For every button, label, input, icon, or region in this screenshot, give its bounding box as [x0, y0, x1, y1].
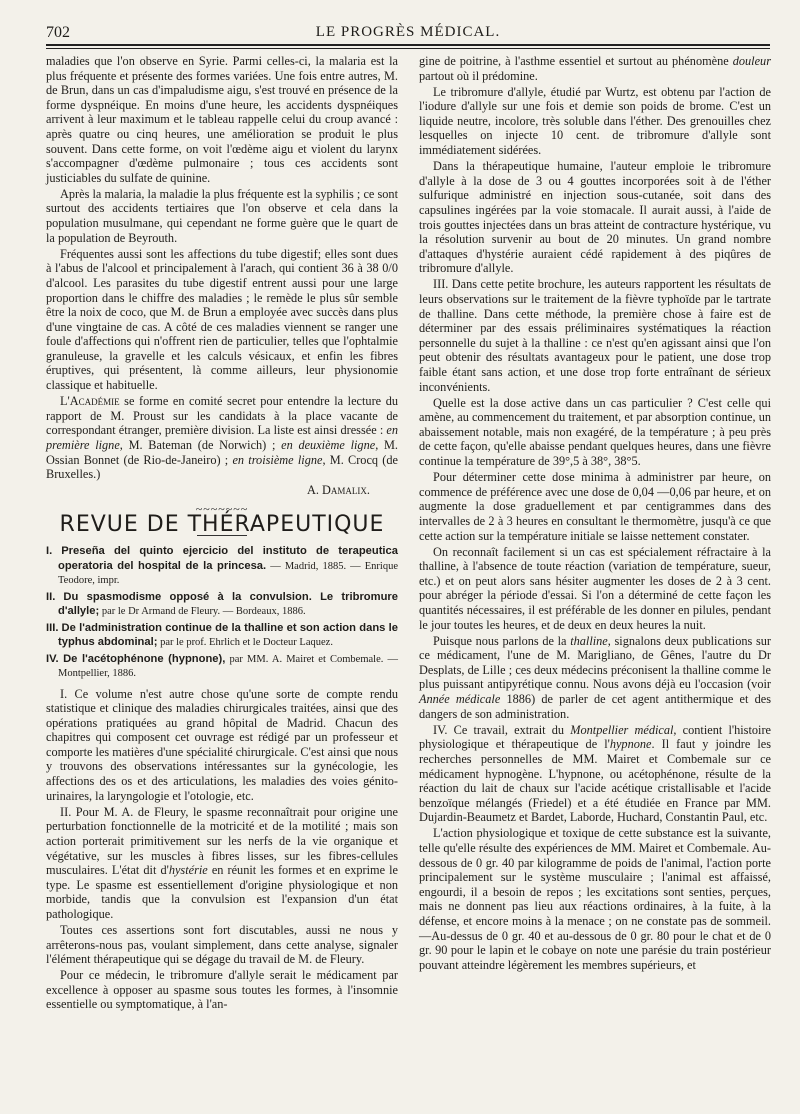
paragraph: Puisque nous parlons de la thalline, signalons deux publications sur ce médicament, l'une de M. Marigliano, de Gênes, l'autre du Dr Desplats, de Lille ; ces deux médecins préconisent la thalline comme le plus puissant antipyrétique connu. Nous avons déjà eu l'occasion (voir Année médicale 1886) de parler de cet agent antithermique et des dangers de son administration. [419, 633, 772, 721]
paragraph: Le tribromure d'allyle, étudié par Wurtz, est obtenu par l'action de l'iodure d'allyle sur une fois et demie son poids de brome. C'est un liquide neutre, incolore, très soluble dans l'éther. Des grenouilles chez lesquelles on injecte 10 cent. de tribromure d'allyle sont immédiatement sidérées. [419, 84, 771, 158]
reference-item: II. Du spasmodisme opposé à la convulsion. Le tribromure d'allyle; par le Dr Armand de Fleury. — Bordeaux, 1886. [46, 590, 398, 617]
header-rule-thick [46, 44, 770, 46]
paragraph-academie: L'Académie se forme en comité secret pour entendre la lecture du rapport de M. Proust sur les candidats à la place vacante de correspondant étranger, première division. La liste est ainsi dressée : en première ligne, M. Bateman (de Norwich) ; en deuxième ligne, M. Ossian Bonnet (de Rio-de-Janeiro) ; en troisième ligne, M. Crocq (de Bruxelles.) [46, 394, 398, 482]
paragraph: II. Pour M. A. de Fleury, le spasme reconnaîtrait pour origine une perturbation fonctionnelle de la motricité et de la motilité ; mais son action porterait primitivement sur les nerfs de la vie organique et végétative, sur les muscles à fibres lisses, sur les fibres-cellules musculaires. L'état dit d'hystérie en réunit les formes et en exprime le type. Le spasme est essentiellement d'origine physiologique et non morbide, tandis que la convulsion est l'expansion d'un état pathologique. [46, 804, 398, 921]
paragraph: maladies que l'on observe en Syrie. Parmi celles-ci, la malaria est la plus fréquente et présente des formes variées. Une fois entre autres, M. de Brun, dans un cas d'impaludisme aigu, s'est trouvé en présence de la forme dyspnéique. En moins d'une heure, les accidents dyspnéiques arrivent à leur maximum et le tableau rappelle celui du croup avancé : après quatre ou cinq heures, une amélioration se produit le plus souvent. Dans cette forme, on voit l'œdème aigu et violent du larynx s'accompagner d'œdème pulmonaire ; tous ces accidents sont justiciables du sulfate de quinine. [46, 54, 398, 185]
paragraph: I. Ce volume n'est autre chose qu'une sorte de compte rendu statistique et clinique des maladies chirurgicales traitées, ainsi que des opérations pratiquées au grand hôpital de Madrid. Chacun des chapitres qui composent cet ouvrage est rédigé par un professeur et comporte les matières d'une spécialité chirurgicale. C'est ainsi que nous y trouvons des observations intéressantes sur la gynécologie, les affections des os et des articulations, les maladies des voies génito-urinaires, la laryngologie et l'otologie, etc. [46, 686, 398, 803]
reference-list [46, 544, 398, 681]
paragraph: Fréquentes aussi sont les affections du tube digestif; elles sont dues à l'abus de l'alcool et principalement à l'arach, qui contient 36 à 38 0/0 d'alcool. Les parasites du tube digestif entrent aussi pour une large proportion dans le chiffre des maladies ; le remède le plus sûr semble être la noix de coco, que M. de Brun a employée avec succès dans plus d'une vingtaine de cas. A côté de ces maladies viennent se ranger une foule d'affections qui n'offrent rien de particulier, telles que l'ophtalmie granuleuse, la gravelle et les calculs vésicaux, et enfin les fibres éruptives, qui présentent, là comme ailleurs, leur physionomie classique et habituelle. [46, 246, 398, 393]
journal-title: LE PROGRÈS MÉDICAL. [315, 24, 501, 40]
reference-item: III. De l'administration continue de la thalline et son action dans le typhus abdominal; par le prof. Ehrlich et le Docteur Laquez. [46, 621, 398, 648]
header-rule-thin [46, 48, 770, 49]
page-number: 702 [46, 24, 70, 41]
reference-item: IV. De l'acétophénone (hypnone), par MM. A. Mairet et Combemale. — Montpellier, 1886. [46, 652, 398, 679]
running-header [46, 20, 770, 42]
paragraph: IV. Ce travail, extrait du Montpellier médical, contient l'histoire physiologique et thérapeutique de l'hypnone. Il faut y joindre les recherches personnelles de MM. Mairet et Combemale sur ce médicament hypnogène. L'hypnone, ou acétophénone, résulte de la réaction du lait de chaux sur l'acide acétique cristallisable et l'acide benzoïque mélangés (Friedel) et a été étudiée en France par MM. Dujardin-Beaumetz et Bardet, Laborde, Huchard, Constantin Paul, etc. [419, 722, 771, 825]
left-column [46, 54, 398, 1014]
paragraph: L'action physiologique et toxique de cette substance est la suivante, telle qu'elle résulte des expériences de MM. Mairet et Combemale. Au-dessous de 0 gr. 40 par kilogramme de poids de l'animal, l'action porte principalement sur le système musculaire ; l'animal est affaissé, engourdi, il a besoin de repos ; les excitations sont senties, perçues, mais ne donnent pas lieu aux réactions ordinaires, à la fuite, à la défense, et encore moins à la menace ; on ne constate pas de sommeil. —Au-dessus de 0 gr. 40 et au-dessous de 0 gr. 80 pour le chat et de 0 gr. 90 pour le lapin et le cobaye on note une parésie du train postérieur pouvant atteindre légèrement les membres supérieurs, et [419, 826, 771, 972]
paragraph: On reconnaît facilement si un cas est spécialement réfractaire à la thalline, à l'absence de toute réaction (variation de température, sueur, etc.) et on peut alors sans hésiter augmenter les doses de 2 à 3 cent. pour abréger la période d'essai. Si l'on a déterminé de cette façon les quantités nécessaires, il est préférable de les donner en pilules, pendant le jour toutes les heures, et de deux en deux heures la nuit. [419, 544, 771, 632]
paragraph: III. Dans cette petite brochure, les auteurs rapportent les résultats de leurs observations sur le traitement de la fièvre typhoïde par le tartrate de thalline. Dans cette méthode, la première chose à faire est de déterminer par des essais préliminaires systématiques la réaction personnelle du sujet à la thalline : ce n'est qu'en agissant ainsi que l'on peut obtenir des résultats avantageux pour le patient, une dose trop faible étant sans action, et une dose trop forte entraînant de sérieux inconvénients. [419, 277, 771, 394]
section-ornament: ~~~~~~~ [195, 501, 249, 516]
paragraph: Après la malaria, la maladie la plus fréquente est la syphilis ; ce sont surtout des accidents tertiaires que l'on observe et cela dans la population musulmane, qui cependant ne forme guère que le quart de la population de Beyrouth. [46, 186, 398, 245]
paragraph: Toutes ces assertions sont fort discutables, aussi ne nous y arrêterons-nous pas, voulant simplement, dans cette analyse, signaler l'élément thérapeutique qui se dégage du travail de M. de Fleury. [46, 923, 398, 967]
paragraph: Pour déterminer cette dose minima à administrer par heure, on commence de préférence avec une dose de 0,04 —0,06 par heure, et on augmente la dose graduellement et par centigrammes dans des intervalles de 2 à 3 heures en consultant le thermomètre, jusqu'à ce que cette action sur la température initiale se laisse nettement constater. [419, 470, 771, 543]
author-signature: A. Damalix. [307, 483, 370, 498]
paragraph: gine de poitrine, à l'asthme essentiel et surtout au phénomène douleur partout où il prédomine. [419, 54, 771, 83]
section-title: REVUE DE THÉRAPEUTIQUE [59, 512, 385, 538]
reference-item: I. Preseña del quinto ejercicio del instituto de terapeutica operatoria del hospital de la princesa. — Madrid, 1885. — Enrique Teodore, impr. [46, 545, 398, 586]
paragraph: Pour ce médecin, le tribromure d'allyle serait le médicament par excellence à opposer au spasme sous toutes les formes, à l'insomnie essentielle ou symptomatique, à l'an- [46, 968, 398, 1012]
paragraph: Quelle est la dose active dans un cas particulier ? C'est celle qui amène, au commencement du traitement, et par absorption continue, un abaissement notable, mais non exagéré, de la température ; à peu près de cette façon, qu'elle abaisse pendant quelques heures, dans une fièvre continue la température de 39°,5 à 38°, 38°5. [419, 395, 771, 469]
paragraph: Dans la thérapeutique humaine, l'auteur emploie le tribromure d'allyle à la dose de 3 ou 4 gouttes incorporées soit à de l'éther sulfurique administré en injection sous-cutanée, soit dans des capsulines ingérées par la voie stomacale. Il aurait aussi, à l'aide de trois gouttes injectées dans un bras atteint de contracture hystérique, vu la résolution survenir au bout de 20 minutes. Un grand nombre d'attaques d'hystérie auraient cédé rapidement à des piqûres de tribromure d'allyle. [419, 159, 771, 276]
right-column [419, 54, 771, 974]
